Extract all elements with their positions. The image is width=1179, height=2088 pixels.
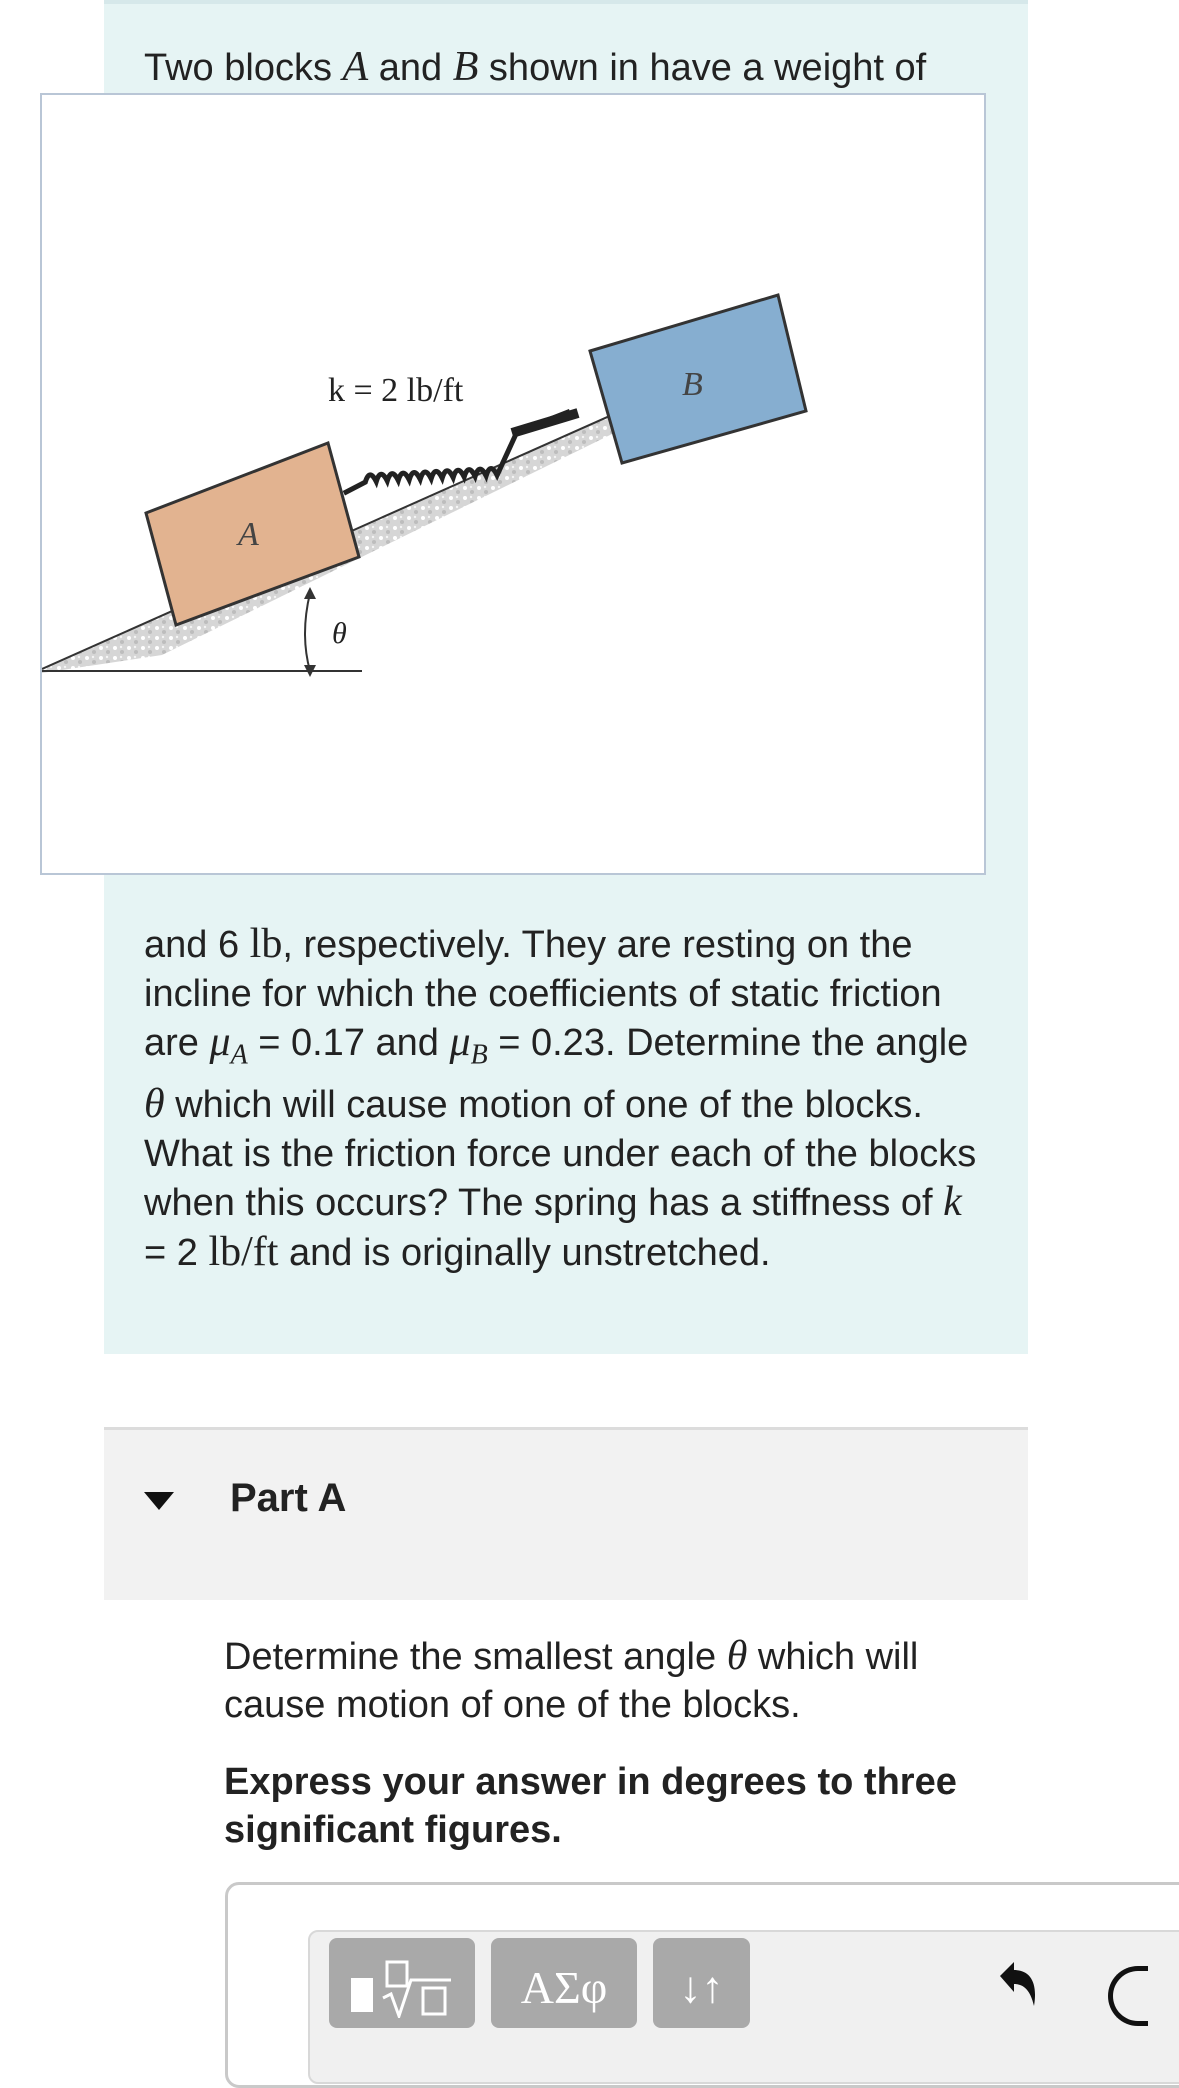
part-a-question: Determine the smallest angle θ which will cause motion of one of the blocks. — [224, 1633, 919, 1726]
part-a-header[interactable] — [104, 1430, 1028, 1600]
incline-diagram — [42, 95, 988, 877]
sqrt-template-icon — [347, 1958, 457, 2018]
spring-stiffness-label: k = 2 lb/ft — [328, 372, 464, 409]
angle-arc — [305, 593, 310, 671]
part-a-instruction: Express your answer in degrees to three significant figures. — [224, 1761, 957, 1851]
chevron-down-icon[interactable] — [144, 1492, 174, 1510]
undo-icon[interactable] — [990, 1958, 1040, 2010]
problem-body: and 6 lb, respectively. They are resting on the incline for which the coefficients of static friction are $\mu_A = 0.17$ and $\mu_B = 0.23$. Determine the angle θ which will cause motion of one of the blocks. What is the friction force under each of the blocks when this occurs? The spring has a stiffness of k = 2 lb/ft and is originally unstretched. — [144, 921, 977, 1275]
block-a-label: A — [238, 516, 259, 553]
variable-b: B — [452, 44, 479, 90]
vector-arrows-button[interactable]: ↓↑ — [653, 1938, 750, 2028]
theta-symbol: θ — [144, 1081, 165, 1128]
k-symbol: k — [943, 1179, 962, 1226]
mu-b: μ — [449, 1019, 471, 1065]
part-a-title: Part A — [230, 1476, 347, 1520]
angle-theta-label: θ — [332, 617, 347, 650]
problem-figure — [40, 93, 986, 875]
variable-a: A — [342, 44, 369, 90]
block-b-label: B — [682, 366, 703, 403]
problem-intro: Two blocks A and B shown in have a weight of — [144, 44, 927, 90]
greek-symbols-button[interactable]: ΑΣφ — [491, 1938, 637, 2028]
mu-a: μ — [209, 1019, 231, 1065]
